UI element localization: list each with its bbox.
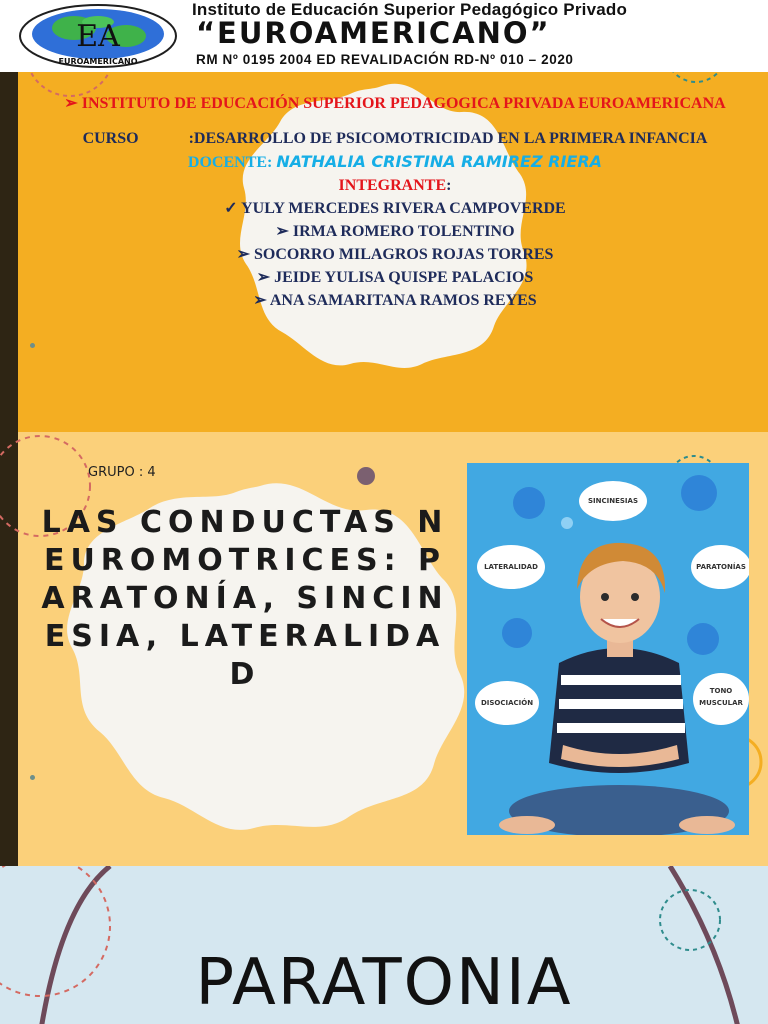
integrante-line: INTEGRANTE:: [338, 177, 452, 194]
cloud-sincinesias: [579, 481, 647, 521]
decorative-dashed-circle: [660, 72, 740, 92]
svg-text:PARATONÍAS: PARATONÍAS: [696, 563, 746, 571]
logo-ring-text: EUROAMERICANO: [58, 57, 138, 66]
cloud-tono-muscular: [693, 673, 749, 725]
group-label: GRUPO : 4: [88, 465, 156, 480]
svg-text:LATERALIDAD: LATERALIDAD: [484, 563, 538, 571]
arrow-bullet-icon: ➢: [64, 95, 78, 112]
paratonia-slide: [0, 866, 768, 1024]
svg-text:MUSCULAR: MUSCULAR: [699, 699, 743, 707]
list-item: ✓ YULY MERCEDES RIVERA CAMPOVERDE: [224, 200, 566, 217]
cloud-paratonias: [691, 545, 749, 589]
svg-text:TONO: TONO: [709, 687, 733, 695]
header-resolution-line: RM Nº 0195 2004 ED REVALIDACIÓN RD-Nº 010 – 2020: [196, 52, 574, 67]
title-slide: [0, 432, 768, 866]
check-bullet-icon: ✓: [224, 200, 238, 217]
course-value: :DESARROLLO DE PSICOMOTRICIDAD EN LA PRIMERA INFANCIA: [188, 130, 708, 147]
child-illustration: [467, 463, 749, 835]
arrow-bullet-icon: ➢: [253, 292, 267, 309]
header-name-line: “EUROAMERICANO”: [196, 16, 551, 50]
institution-header-banner: [0, 0, 768, 72]
list-item: ➢ IRMA ROMERO TOLENTINO: [275, 223, 515, 240]
decorative-dot: [30, 775, 35, 780]
svg-text:SINCINESIAS: SINCINESIAS: [588, 497, 638, 505]
arrow-bullet-icon: ➢: [256, 269, 271, 286]
cloud-disociacion: [475, 681, 539, 725]
course-line: [30, 127, 760, 150]
child-photo: [467, 463, 749, 835]
arrow-bullet-icon: ➢: [236, 246, 250, 263]
cover-info: [30, 92, 760, 312]
section-title: PARATONIA: [195, 946, 573, 1020]
list-item: ➢ ANA SAMARITANA RAMOS REYES: [253, 292, 537, 309]
institution-name: INSTITUTO DE EDUCACIÓN SUPERIOR PEDAGOGICA PRIVADA EUROAMERICANA: [81, 95, 726, 112]
docente-name: NATHALIA CRISTINA RAMIREZ RIERA: [276, 152, 603, 171]
institution-logo: [14, 2, 182, 70]
cloud-lateralidad: [477, 545, 545, 589]
members-list: [30, 197, 760, 312]
integrante-label: INTEGRANTE: [338, 177, 447, 194]
slide-title: LAS CONDUCTAS NEUROMOTRICES: PARATONÍA, SINCINESIA, LATERALIDAD: [41, 505, 449, 692]
course-label: CURSO: [82, 130, 139, 147]
slide-left-bar: [0, 72, 18, 432]
institution-line: [30, 92, 760, 115]
decorative-dot: [357, 467, 375, 485]
list-item: ➢ SOCORRO MILAGROS ROJAS TORRES: [236, 246, 554, 263]
logo-letters: EA: [76, 19, 120, 54]
list-item: ➢ JEIDE YULISA QUISPE PALACIOS: [256, 269, 534, 286]
cover-slide: [0, 72, 768, 432]
decorative-dot: [30, 343, 35, 348]
svg-text:DISOCIACIÓN: DISOCIACIÓN: [480, 699, 534, 707]
docente-label: DOCENTE:: [187, 154, 273, 171]
docente-line: [30, 150, 760, 174]
header-institute-line: Instituto de Educación Superior Pedagógico Privado: [192, 0, 628, 19]
arrow-bullet-icon: ➢: [275, 223, 289, 240]
